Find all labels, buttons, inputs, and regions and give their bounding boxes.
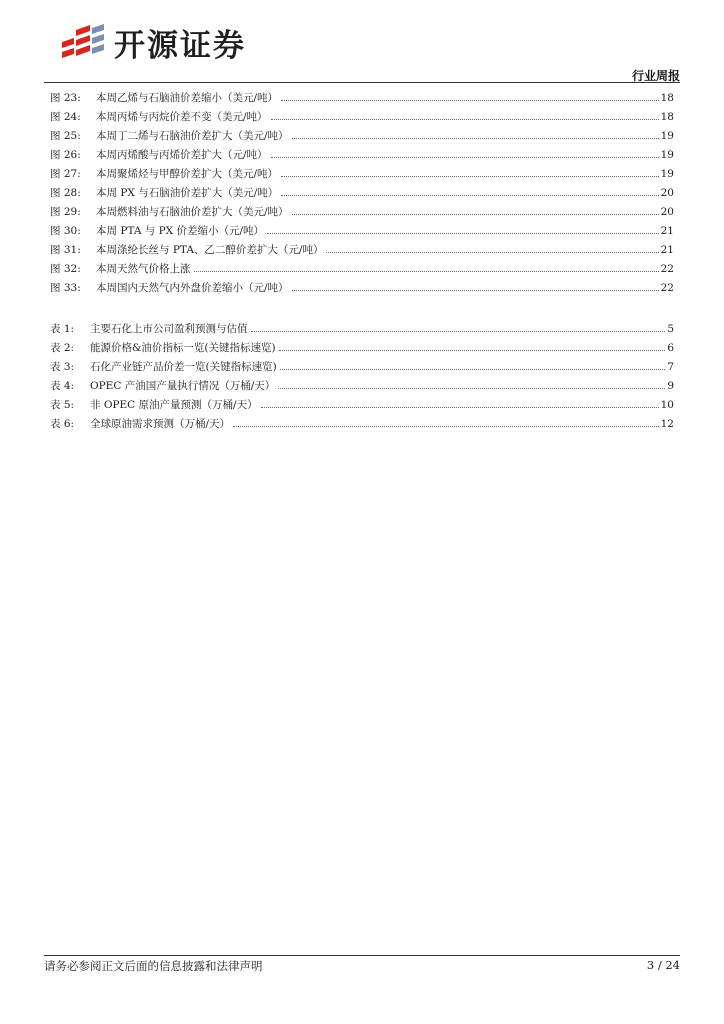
dot-leader <box>292 289 659 291</box>
figure-toc-entry[interactable] <box>50 279 674 298</box>
toc-entry-page: 18 <box>660 111 674 123</box>
figure-toc-entry[interactable] <box>50 184 674 203</box>
logo-icon <box>60 22 106 62</box>
toc-entry-page: 18 <box>660 92 674 104</box>
toc-entry-page: 12 <box>660 418 674 430</box>
toc-entry-page: 20 <box>660 187 674 199</box>
dot-leader <box>279 349 666 351</box>
dot-leader <box>194 270 659 272</box>
toc-entry-label: 表 2: <box>50 342 75 354</box>
toc-entry-label: 图 33: <box>50 282 81 294</box>
toc-entry-page: 19 <box>660 149 674 161</box>
table-toc-entry[interactable] <box>50 396 674 415</box>
toc-entry-page: 20 <box>660 206 674 218</box>
page-indicator: 3 / 24 <box>646 958 680 972</box>
table-toc-entry[interactable] <box>50 377 674 396</box>
footer-disclaimer: 请务必参阅正文后面的信息披露和法律声明 <box>44 959 263 973</box>
dot-leader <box>267 232 659 234</box>
figure-toc-entry[interactable] <box>50 222 674 241</box>
toc-entry-page: 9 <box>667 380 674 392</box>
toc-entry-title: 本周乙烯与石脑油价差缩小（美元/吨） <box>96 92 279 104</box>
toc-entry-title: 本周国内天然气内外盘价差缩小（元/吨） <box>96 282 289 294</box>
brand-logo <box>60 22 246 62</box>
toc-entry-title: 本周聚烯烃与甲醇价差扩大（美元/吨） <box>96 168 279 180</box>
toc-entry-page: 21 <box>660 244 674 256</box>
brand-name: 开源证券 <box>114 27 246 64</box>
toc-entry-label: 表 6: <box>50 418 75 430</box>
dot-leader <box>281 175 659 177</box>
toc-entry-label: 表 3: <box>50 361 75 373</box>
toc-entry-title: 主要石化上市公司盈利预测与估值 <box>90 323 248 335</box>
dot-leader <box>281 99 659 101</box>
toc-entry-title: 本周 PX 与石脑油价差扩大（美元/吨） <box>96 187 279 199</box>
dot-leader <box>251 330 666 332</box>
table-toc-entry[interactable] <box>50 415 674 434</box>
figure-toc-entry[interactable] <box>50 127 674 146</box>
figure-toc-entry[interactable] <box>50 241 674 260</box>
figure-toc-entry[interactable] <box>50 165 674 184</box>
toc-entry-page: 19 <box>660 168 674 180</box>
dot-leader <box>292 137 659 139</box>
toc-entry-page: 5 <box>667 323 674 335</box>
figure-toc-entry[interactable] <box>50 108 674 127</box>
figure-toc-entry[interactable] <box>50 260 674 279</box>
toc-entry-page: 19 <box>660 130 674 142</box>
toc-entry-label: 图 32: <box>50 263 81 275</box>
table-toc-entry[interactable] <box>50 339 674 358</box>
toc-entry-label: 图 26: <box>50 149 81 161</box>
toc-entry-title: 石化产业链产品价差一览(关键指标速览) <box>90 361 277 373</box>
figure-toc-entry[interactable] <box>50 203 674 222</box>
toc-entry-label: 图 30: <box>50 225 81 237</box>
toc-entry-page: 6 <box>667 342 674 354</box>
toc-entry-title: 本周丙烯酸与丙烯价差扩大（元/吨） <box>96 149 268 161</box>
table-list <box>50 320 674 434</box>
dot-leader <box>326 251 658 253</box>
toc-entry-label: 表 1: <box>50 323 75 335</box>
toc-entry-label: 图 23: <box>50 92 81 104</box>
toc-entry-label: 表 4: <box>50 380 75 392</box>
toc-entry-label: 图 28: <box>50 187 81 199</box>
figure-toc-entry[interactable] <box>50 89 674 108</box>
toc-entry-title: 全球原油需求预测（万桶/天） <box>90 418 231 430</box>
toc-entry-title: 能源价格&油价指标一览(关键指标速览) <box>90 342 276 354</box>
toc-entry-page: 21 <box>660 225 674 237</box>
dot-leader <box>233 425 659 427</box>
toc-entry-title: 非 OPEC 原油产量预测（万桶/天） <box>90 399 258 411</box>
toc-entry-label: 图 27: <box>50 168 81 180</box>
header-divider <box>44 82 680 83</box>
toc-entry-label: 图 24: <box>50 111 81 123</box>
report-category: 行业周报 <box>631 69 680 83</box>
toc-entry-title: OPEC 产油国产量执行情况（万桶/天） <box>90 380 276 392</box>
toc-entry-title: 本周天然气价格上涨 <box>96 263 191 275</box>
toc-entry-page: 22 <box>660 282 674 294</box>
dot-leader <box>280 368 666 370</box>
toc-entry-page: 22 <box>660 263 674 275</box>
figure-toc-entry[interactable] <box>50 146 674 165</box>
toc-entry-page: 7 <box>667 361 674 373</box>
toc-entry-title: 本周丙烯与丙烷价差不变（美元/吨） <box>96 111 268 123</box>
toc-entry-label: 表 5: <box>50 399 75 411</box>
toc-entry-label: 图 25: <box>50 130 81 142</box>
toc-entry-title: 本周燃料油与石脑油价差扩大（美元/吨） <box>96 206 289 218</box>
toc-entry-page: 10 <box>660 399 674 411</box>
dot-leader <box>271 118 659 120</box>
dot-leader <box>261 406 659 408</box>
toc-entry-label: 图 31: <box>50 244 81 256</box>
toc-entry-title: 本周 PTA 与 PX 价差缩小（元/吨） <box>96 225 265 237</box>
toc-entry-label: 图 29: <box>50 206 81 218</box>
dot-leader <box>281 194 658 196</box>
toc-entry-title: 本周丁二烯与石脑油价差扩大（美元/吨） <box>96 130 289 142</box>
table-toc-entry[interactable] <box>50 358 674 377</box>
footer-divider <box>44 955 680 956</box>
table-toc-entry[interactable] <box>50 320 674 339</box>
figure-list <box>50 89 674 298</box>
dot-leader <box>292 213 659 215</box>
dot-leader <box>271 156 659 158</box>
toc-entry-title: 本周涤纶长丝与 PTA、乙二醇价差扩大（元/吨） <box>96 244 324 256</box>
dot-leader <box>278 387 665 389</box>
